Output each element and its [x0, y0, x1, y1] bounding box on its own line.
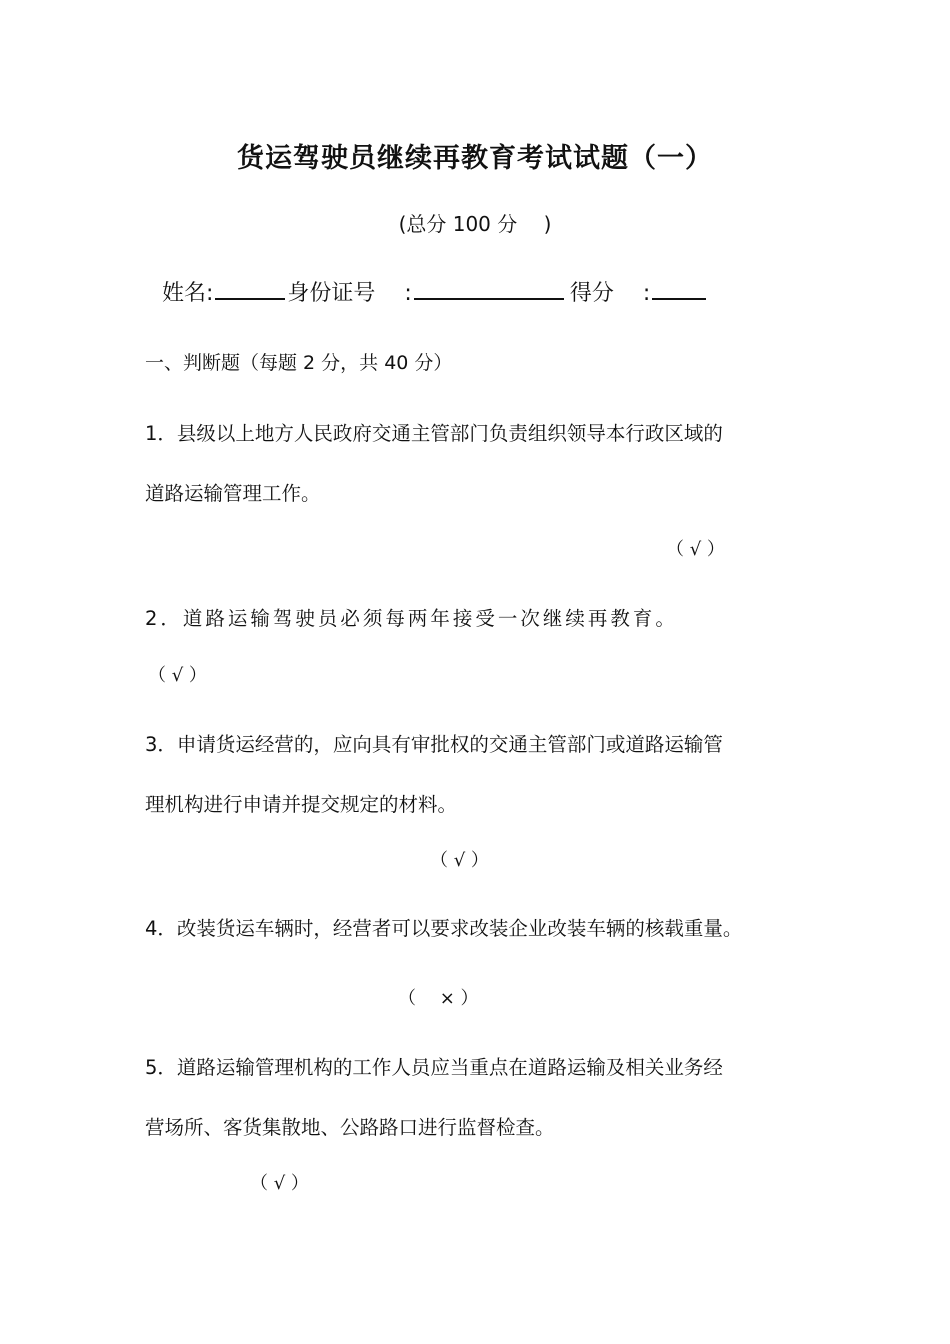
question-2-answer: （ √ ） [148, 665, 207, 686]
question-5-answer: （ √ ） [250, 1173, 309, 1194]
question-1-line-1: 1．县级以上地方人民政府交通主管部门负责组织领导本行政区域的 [145, 422, 723, 445]
question-2-line-1: 2．道路运输驾驶员必须每两年接受一次继续再教育。 [145, 607, 678, 630]
question-5-line-1: 5．道路运输管理机构的工作人员应当重点在道路运输及相关业务经 [145, 1056, 723, 1079]
section-heading: 一、判断题（每题 2 分，共 40 分） [145, 352, 453, 374]
id-blank [414, 278, 564, 300]
question-4-line-1: 4．改装货运车辆时，经营者可以要求改装企业改装车辆的核载重量。 [145, 917, 743, 940]
score-blank [652, 278, 706, 300]
total-score-note: (总分 100 分 ) [398, 212, 552, 236]
question-1-line-2: 道路运输管理工作。 [145, 482, 321, 505]
question-4-answer: （ × ） [398, 988, 479, 1009]
question-3-line-2: 理机构进行申请并提交规定的材料。 [145, 793, 458, 816]
question-5-line-2: 营场所、客货集散地、公路路口进行监督检查。 [145, 1116, 555, 1139]
score-label: 得分 : [569, 281, 651, 306]
id-label: 身份证号 : [287, 281, 412, 306]
examinee-info-row [162, 276, 708, 307]
question-3-line-1: 3．申请货运经营的，应向具有审批权的交通主管部门或道路运输管 [145, 733, 723, 756]
question-1-answer: （ √ ） [666, 539, 725, 560]
question-3-answer: （ √ ） [430, 850, 489, 871]
name-blank [215, 278, 285, 300]
name-label: 姓名: [162, 281, 214, 306]
document-title: 货运驾驶员继续再教育考试试题（一） [237, 143, 713, 174]
